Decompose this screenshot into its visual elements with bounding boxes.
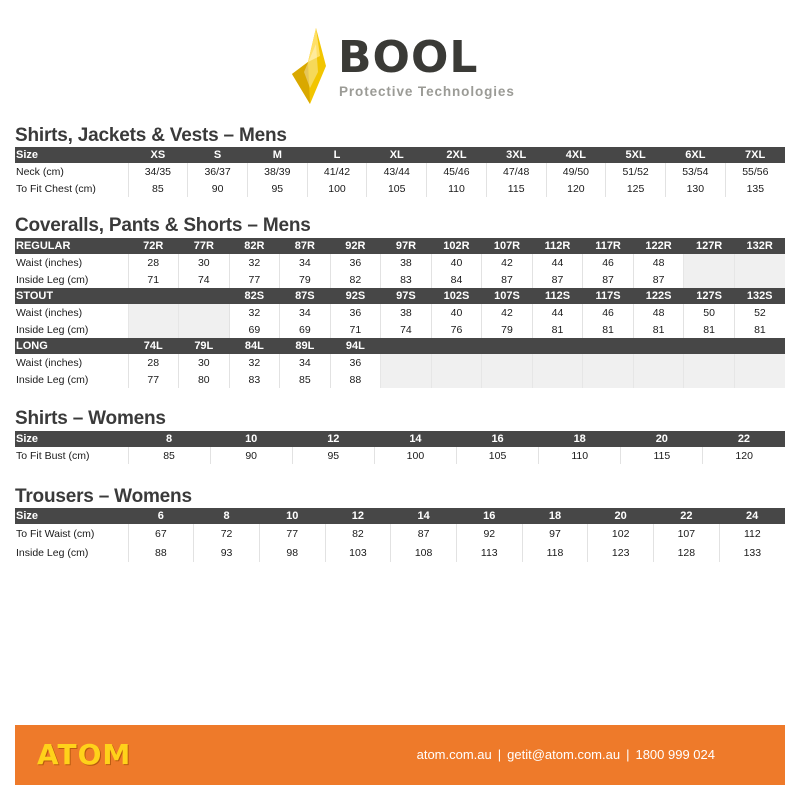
measurement-cell: 36/37 [188, 163, 248, 180]
row-label: To Fit Waist (cm) [16, 527, 95, 540]
measurement-cell: 36 [330, 254, 381, 271]
measurement-cell: 76 [431, 321, 482, 338]
measurement-cell: 125 [606, 180, 666, 197]
row-label: Inside Leg (cm) [16, 273, 89, 286]
measurement-cell: 90 [188, 180, 248, 197]
size-header-cell: 72R [128, 238, 179, 254]
measurement-cell: 40 [431, 304, 482, 321]
size-header-cell: 112R [532, 238, 583, 254]
measurement-cell: 38 [381, 304, 432, 321]
measurement-cell: 44 [532, 304, 583, 321]
measurement-cell: 34/35 [128, 163, 188, 180]
table-row [15, 180, 785, 197]
size-header-cell: S [188, 147, 248, 163]
measurement-cell: 45/46 [427, 163, 487, 180]
measurement-cell: 38 [381, 254, 432, 271]
measurement-cell: 87 [583, 271, 634, 288]
size-header-cell: 84L [229, 338, 280, 354]
size-header-cell [179, 288, 230, 304]
measurement-cell: 77 [229, 271, 280, 288]
row-label: Neck (cm) [16, 165, 64, 178]
measurement-cell: 87 [633, 271, 684, 288]
size-header-cell: 102S [431, 288, 482, 304]
measurement-cell: 71 [330, 321, 381, 338]
measurement-cell: 128 [654, 543, 720, 562]
brand-tagline: Protective Technologies [339, 84, 515, 99]
empty-cell [734, 254, 785, 271]
measurement-cell: 79 [482, 321, 533, 338]
size-header-cell: 77R [179, 238, 230, 254]
measurement-cell: 36 [330, 354, 381, 371]
size-header-cell: 112S [532, 288, 583, 304]
phone-number[interactable]: 1800 999 024 [635, 747, 715, 762]
measurement-cell: 28 [128, 354, 179, 371]
empty-cell [734, 354, 785, 371]
measurement-cell: 55/56 [725, 163, 785, 180]
measurement-cell: 92 [456, 524, 522, 543]
size-header-cell [381, 338, 432, 354]
measurement-cell: 53/54 [665, 163, 725, 180]
header-label: LONG [15, 338, 128, 354]
measurement-cell: 81 [532, 321, 583, 338]
empty-cell [684, 354, 735, 371]
measurement-cell: 87 [391, 524, 457, 543]
size-header-cell: 14 [374, 431, 456, 447]
size-header-cell: 122R [633, 238, 684, 254]
measurement-cell: 77 [128, 371, 179, 388]
size-header-cell: 7XL [725, 147, 785, 163]
size-header-row [15, 147, 785, 163]
measurement-cell: 103 [325, 543, 391, 562]
row-label: Inside Leg (cm) [16, 373, 89, 386]
empty-cell [532, 354, 583, 371]
size-header-cell: XL [367, 147, 427, 163]
size-header-cell: 87R [280, 238, 331, 254]
row-label: Inside Leg (cm) [16, 546, 89, 559]
measurement-cell: 81 [684, 321, 735, 338]
empty-cell [633, 371, 684, 388]
table-row [15, 163, 785, 180]
size-header-row [15, 508, 785, 524]
size-header-cell: 132R [734, 238, 785, 254]
size-header-cell: 3XL [486, 147, 546, 163]
atom-logo: ATOM [37, 738, 132, 771]
measurement-cell: 120 [546, 180, 606, 197]
size-header-cell: 12 [325, 508, 391, 524]
empty-cell [583, 371, 634, 388]
measurement-cell: 88 [330, 371, 381, 388]
empty-cell [684, 271, 735, 288]
size-header-cell: 20 [621, 431, 703, 447]
empty-cell [633, 354, 684, 371]
measurement-cell: 30 [179, 254, 230, 271]
measurement-cell: 95 [247, 180, 307, 197]
size-table-mens-shirts [15, 147, 785, 197]
measurement-cell: 74 [179, 271, 230, 288]
empty-cell [482, 354, 533, 371]
measurement-cell: 32 [229, 304, 280, 321]
email-link[interactable]: getit@atom.com.au [507, 747, 621, 762]
size-header-cell: 79L [179, 338, 230, 354]
size-header-row [15, 288, 785, 304]
measurement-cell: 123 [588, 543, 654, 562]
empty-cell [583, 354, 634, 371]
measurement-cell: 108 [391, 543, 457, 562]
measurement-cell: 102 [588, 524, 654, 543]
size-header-cell: 24 [719, 508, 785, 524]
size-header-cell [633, 338, 684, 354]
measurement-cell: 49/50 [546, 163, 606, 180]
measurement-cell: 82 [325, 524, 391, 543]
size-header-cell: L [307, 147, 367, 163]
size-header-cell [482, 338, 533, 354]
measurement-cell: 36 [330, 304, 381, 321]
row-label: To Fit Bust (cm) [16, 449, 90, 462]
size-header-cell: 117S [583, 288, 634, 304]
measurement-cell: 93 [194, 543, 260, 562]
measurement-cell: 88 [128, 543, 194, 562]
measurement-cell: 118 [522, 543, 588, 562]
empty-cell [684, 254, 735, 271]
measurement-cell: 130 [665, 180, 725, 197]
size-table-mens-coveralls [15, 238, 785, 388]
empty-cell [179, 304, 230, 321]
measurement-cell: 34 [280, 354, 331, 371]
size-header-cell: 89L [280, 338, 331, 354]
measurement-cell: 84 [431, 271, 482, 288]
separator: | [626, 747, 630, 762]
size-header-cell: 92S [330, 288, 381, 304]
footer-banner [15, 725, 785, 785]
row-label: Waist (inches) [16, 306, 83, 319]
measurement-cell: 48 [633, 304, 684, 321]
header-label: Size [15, 147, 128, 163]
table-row [15, 321, 785, 338]
size-header-cell: 14 [391, 508, 457, 524]
size-header-cell: 97R [381, 238, 432, 254]
size-header-cell: 6XL [665, 147, 725, 163]
empty-cell [734, 271, 785, 288]
size-header-row [15, 238, 785, 254]
size-header-cell: 97S [381, 288, 432, 304]
measurement-cell: 90 [210, 447, 292, 464]
separator: | [497, 747, 502, 762]
header-label: Size [15, 508, 128, 524]
measurement-cell: 105 [457, 447, 539, 464]
size-header-cell: 16 [457, 431, 539, 447]
measurement-cell: 120 [703, 447, 785, 464]
measurement-cell: 87 [532, 271, 583, 288]
section-title-mens-coveralls: Coveralls, Pants & Shorts – Mens [15, 215, 311, 236]
measurement-cell: 115 [486, 180, 546, 197]
size-header-cell: 22 [703, 431, 785, 447]
size-header-cell [684, 338, 735, 354]
measurement-cell: 69 [280, 321, 331, 338]
size-header-cell: 10 [210, 431, 292, 447]
size-header-cell: 107R [482, 238, 533, 254]
measurement-cell: 74 [381, 321, 432, 338]
size-header-cell: 22 [654, 508, 720, 524]
measurement-cell: 50 [684, 304, 735, 321]
header-label: Size [15, 431, 128, 447]
website-link[interactable]: atom.com.au [416, 747, 492, 762]
flame-icon [288, 26, 334, 106]
size-header-cell: 10 [259, 508, 325, 524]
measurement-cell: 77 [259, 524, 325, 543]
size-header-cell: 6 [128, 508, 194, 524]
size-header-cell: 8 [128, 431, 210, 447]
table-row [15, 354, 785, 371]
size-header-cell: 87S [280, 288, 331, 304]
measurement-cell: 105 [367, 180, 427, 197]
measurement-cell: 107 [654, 524, 720, 543]
empty-cell [431, 354, 482, 371]
measurement-cell: 110 [539, 447, 621, 464]
table-row [15, 371, 785, 388]
size-header-cell: 122S [633, 288, 684, 304]
size-header-cell: 127S [684, 288, 735, 304]
size-header-cell: 107S [482, 288, 533, 304]
measurement-cell: 32 [229, 354, 280, 371]
measurement-cell: 135 [725, 180, 785, 197]
measurement-cell: 52 [734, 304, 785, 321]
measurement-cell: 113 [456, 543, 522, 562]
measurement-cell: 42 [482, 254, 533, 271]
table-row [15, 524, 785, 543]
brand-name: BOOL [338, 32, 479, 83]
measurement-cell: 85 [128, 447, 210, 464]
row-label: Waist (inches) [16, 256, 83, 269]
size-header-row [15, 431, 785, 447]
measurement-cell: 41/42 [307, 163, 367, 180]
contact-info [417, 747, 715, 762]
size-header-cell: M [247, 147, 307, 163]
size-header-cell: 5XL [606, 147, 666, 163]
size-header-cell: 94L [330, 338, 381, 354]
measurement-cell: 42 [482, 304, 533, 321]
empty-cell [532, 371, 583, 388]
table-row [15, 271, 785, 288]
table-row [15, 304, 785, 321]
measurement-cell: 81 [633, 321, 684, 338]
measurement-cell: 43/44 [367, 163, 427, 180]
size-header-cell: 8 [194, 508, 260, 524]
size-header-cell: 132S [734, 288, 785, 304]
row-label: Waist (inches) [16, 356, 83, 369]
size-header-cell: 4XL [546, 147, 606, 163]
measurement-cell: 71 [128, 271, 179, 288]
size-header-cell: 18 [522, 508, 588, 524]
table-row [15, 543, 785, 562]
measurement-cell: 34 [280, 254, 331, 271]
measurement-cell: 100 [374, 447, 456, 464]
measurement-cell: 46 [583, 304, 634, 321]
measurement-cell: 72 [194, 524, 260, 543]
measurement-cell: 47/48 [486, 163, 546, 180]
measurement-cell: 80 [179, 371, 230, 388]
size-header-cell: 20 [588, 508, 654, 524]
section-title-mens-shirts: Shirts, Jackets & Vests – Mens [15, 125, 287, 146]
size-header-cell: 82R [229, 238, 280, 254]
size-table-womens-shirts [15, 431, 785, 464]
size-header-cell: 92R [330, 238, 381, 254]
empty-cell [128, 304, 179, 321]
size-header-cell: 102R [431, 238, 482, 254]
measurement-cell: 85 [280, 371, 331, 388]
measurement-cell: 51/52 [606, 163, 666, 180]
measurement-cell: 133 [719, 543, 785, 562]
size-header-cell [734, 338, 785, 354]
measurement-cell: 79 [280, 271, 331, 288]
measurement-cell: 97 [522, 524, 588, 543]
section-title-womens-trousers: Trousers – Womens [15, 486, 192, 507]
empty-cell [179, 321, 230, 338]
empty-cell [128, 321, 179, 338]
measurement-cell: 46 [583, 254, 634, 271]
measurement-cell: 48 [633, 254, 684, 271]
size-header-cell: 82S [229, 288, 280, 304]
size-header-cell: 12 [292, 431, 374, 447]
measurement-cell: 69 [229, 321, 280, 338]
size-header-cell: 117R [583, 238, 634, 254]
table-row [15, 254, 785, 271]
measurement-cell: 32 [229, 254, 280, 271]
size-header-cell [431, 338, 482, 354]
header-label: STOUT [15, 288, 128, 304]
size-header-cell [128, 288, 179, 304]
measurement-cell: 100 [307, 180, 367, 197]
measurement-cell: 30 [179, 354, 230, 371]
measurement-cell: 83 [381, 271, 432, 288]
size-header-cell: 127R [684, 238, 735, 254]
empty-cell [431, 371, 482, 388]
empty-cell [684, 371, 735, 388]
size-header-cell: 16 [456, 508, 522, 524]
size-header-row [15, 338, 785, 354]
empty-cell [734, 371, 785, 388]
table-row [15, 447, 785, 464]
row-label: To Fit Chest (cm) [16, 182, 96, 195]
size-header-cell [532, 338, 583, 354]
measurement-cell: 28 [128, 254, 179, 271]
size-header-cell: 74L [128, 338, 179, 354]
size-header-cell: 18 [539, 431, 621, 447]
measurement-cell: 81 [734, 321, 785, 338]
measurement-cell: 40 [431, 254, 482, 271]
measurement-cell: 38/39 [247, 163, 307, 180]
measurement-cell: 110 [427, 180, 487, 197]
measurement-cell: 34 [280, 304, 331, 321]
measurement-cell: 95 [292, 447, 374, 464]
header-label: REGULAR [15, 238, 128, 254]
measurement-cell: 98 [259, 543, 325, 562]
empty-cell [381, 371, 432, 388]
measurement-cell: 87 [482, 271, 533, 288]
measurement-cell: 85 [128, 180, 188, 197]
row-label: Inside Leg (cm) [16, 323, 89, 336]
bool-logo [288, 26, 518, 110]
size-header-cell: 2XL [427, 147, 487, 163]
size-table-womens-trousers [15, 508, 785, 562]
measurement-cell: 44 [532, 254, 583, 271]
empty-cell [482, 371, 533, 388]
measurement-cell: 82 [330, 271, 381, 288]
measurement-cell: 81 [583, 321, 634, 338]
measurement-cell: 112 [719, 524, 785, 543]
section-title-womens-shirts: Shirts – Womens [15, 408, 166, 429]
measurement-cell: 67 [128, 524, 194, 543]
empty-cell [381, 354, 432, 371]
size-header-cell: XS [128, 147, 188, 163]
size-header-cell [583, 338, 634, 354]
measurement-cell: 83 [229, 371, 280, 388]
measurement-cell: 115 [621, 447, 703, 464]
